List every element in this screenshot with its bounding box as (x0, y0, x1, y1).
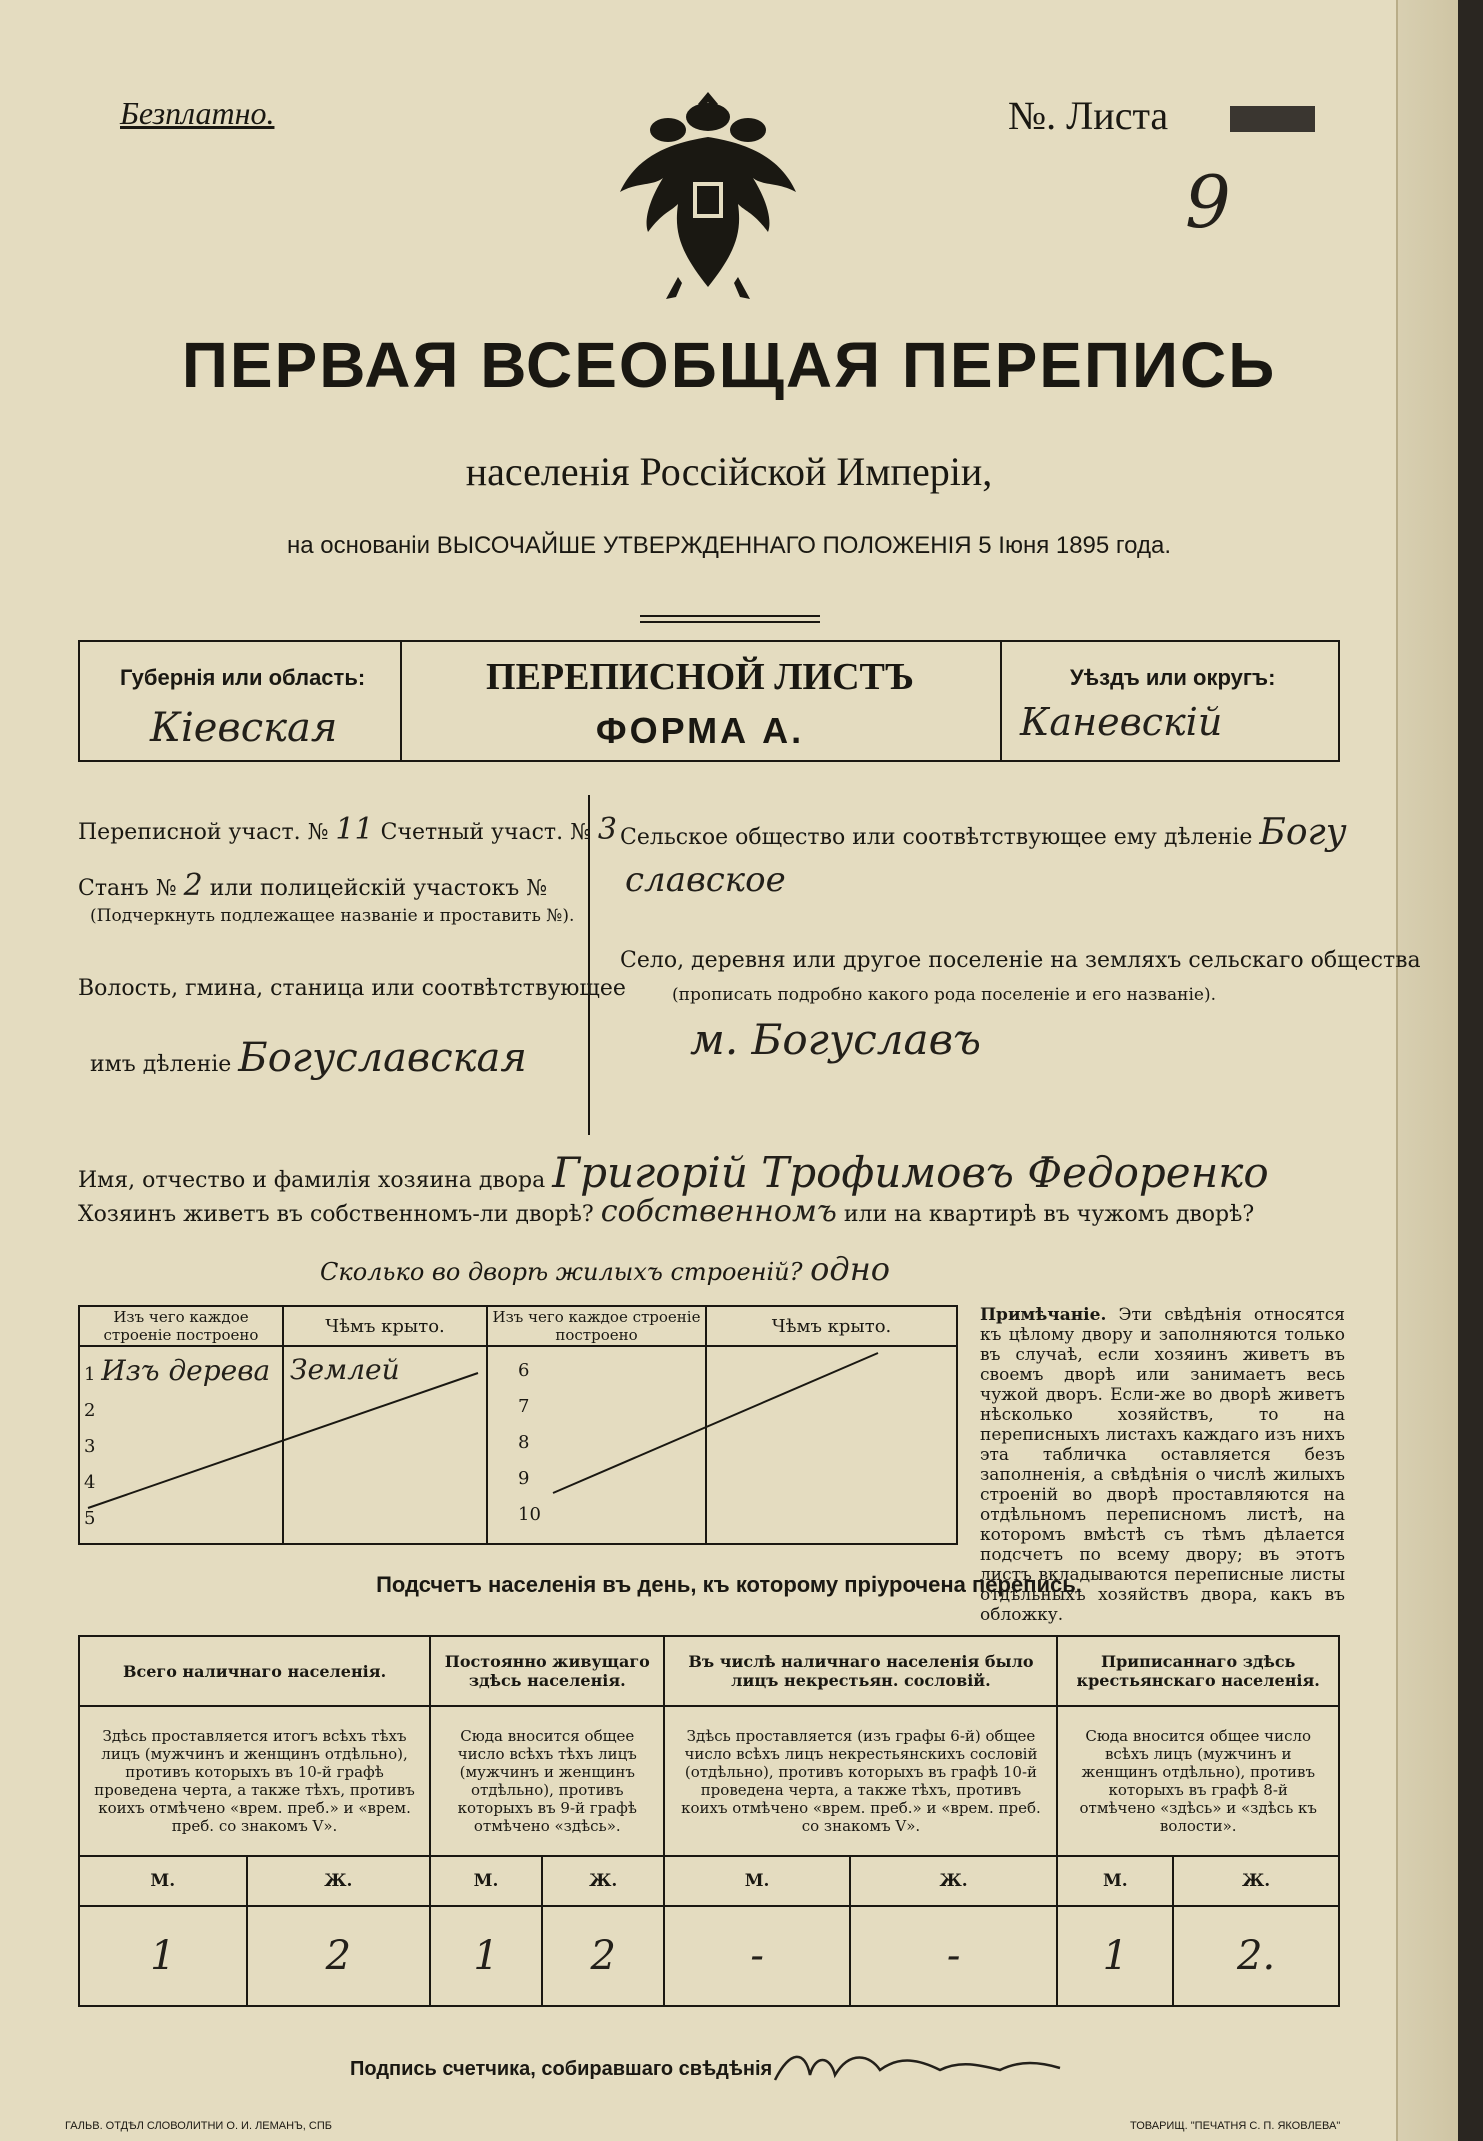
buildings-count-field: Сколько во дворѣ жилыхъ строеній? одно (320, 1250, 891, 1288)
census-subtitle: населенія Россійской Имперіи, (465, 449, 993, 494)
pop-desc-1: Здѣсь проставляется итогъ всѣхъ тѣхъ лицъ (мужчинъ и женщинъ отдѣльно), противъ которыхъ въ 10-й графѣ проведена черта, а также тѣхъ, противъ коихъ отмѣчено «врем. преб.» и «врем. преб. со знакомъ V». (79, 1706, 430, 1856)
buildings-col-material-2: Изъ чего каждое строеніе построено (487, 1306, 706, 1346)
stan-field: Станъ № 2 или полицейскій участокъ № (78, 868, 548, 903)
sheet-number-label: №. Листа (1008, 93, 1169, 138)
residence-field: Хозяинъ живетъ въ собственномъ-ли дворѣ? собственномъ или на квартирѣ въ чужомъ дворѣ? (78, 1194, 1255, 1229)
pop-value-registered-f: 2. (1173, 1906, 1339, 2006)
population-table (78, 1635, 1340, 2007)
settlement-note: (прописать подробно какого рода поселеніе и его названіе). (672, 985, 1216, 1005)
pop-desc-4: Сюда вносится общее число всѣхъ лицъ (мужчинъ и женщинъ отдѣльно), противъ которыхъ въ графѣ 8-й отмѣчено «здѣсь» и «здѣсь къ волости». (1057, 1706, 1339, 1856)
struck-out-number (1230, 106, 1315, 132)
enumerator-signature (770, 2040, 1070, 2090)
settlement-value: м. Богуславъ (690, 1015, 982, 1064)
province-label: Губернія или область: (120, 665, 366, 690)
pop-value-nonpeasant-f: - (850, 1906, 1058, 2006)
sheet-number-value: 9 (1185, 160, 1231, 244)
imperial-eagle-emblem (608, 82, 808, 312)
population-count-title: Подсчетъ населенія въ день, къ которому пріурочена перепись. (376, 1572, 1082, 1597)
census-basis: на основаніи ВЫСОЧАЙШЕ УТВЕРЖДЕННАГО ПОЛОЖЕНІЯ 5 Іюня 1895 года. (286, 532, 1171, 559)
pop-desc-3: Здѣсь проставляется (изъ графы 6-й) общее число всѣхъ лицъ некрестьянскихъ сословій (отдѣльно), противъ которыхъ въ графѣ 10-й проведена черта, а также тѣхъ, противъ коихъ отмѣчено «врем. преб.» и «врем. преб. со знакомъ V». (664, 1706, 1057, 1856)
pop-value-registered-m: 1 (1057, 1906, 1173, 2006)
form-letter: ФОРМА А. (595, 710, 805, 751)
district-label: Уѣздъ или округъ: (1070, 665, 1276, 690)
pop-col-f-1: Ж. (247, 1856, 430, 1906)
printer-right: ТОВАРИЩ. "ПЕЧАТНЯ С. П. ЯКОВЛЕВА" (1130, 2120, 1341, 2132)
village-society-field: Сельское общество или соотвѣтствующее ему дѣленіе Богу (620, 812, 1347, 853)
settlement-label: Село, деревня или другое поселеніе на земляхъ сельскаго общества (620, 948, 1421, 973)
pop-col-m-3: М. (664, 1856, 849, 1906)
buildings-col-roof-2: Чѣмъ крыто. (706, 1306, 957, 1346)
pop-col-f-3: Ж. (850, 1856, 1058, 1906)
ornament-divider (640, 615, 820, 623)
printer-left: ГАЛЬВ. ОТДѢЛ СЛОВОЛИТНИ О. И. ЛЕМАНЪ, СПБ (65, 2120, 332, 2132)
pop-col-m-2: М. (430, 1856, 542, 1906)
buildings-rows-1-5: 1 Изъ дерева 2 3 4 5 (79, 1346, 283, 1544)
pop-header-2: Постоянно живущаго здѣсь населенія. (430, 1636, 664, 1706)
buildings-col-roof: Чѣмъ крыто. (283, 1306, 487, 1346)
buildings-rows-6-10: 6 7 8 9 10 (487, 1346, 706, 1544)
pop-value-resident-f: 2 (542, 1906, 664, 2006)
pop-header-4: Приписаннаго здѣсь крестьянскаго населенія. (1057, 1636, 1339, 1706)
pop-col-m-1: М. (79, 1856, 247, 1906)
pop-header-3: Въ числѣ наличнаго населенія было лицъ некрестьян. сословій. (664, 1636, 1057, 1706)
owner-name-field: Имя, отчество и фамилія хозяина двора Григорій Трофимовъ Федоренко (78, 1148, 1269, 1197)
signature-label: Подпись счетчика, собиравшаго свѣдѣнія (350, 2058, 773, 2080)
province-value: Кіевская (150, 705, 338, 751)
pop-value-present-m: 1 (79, 1906, 247, 2006)
form-title: ПЕРЕПИСНОЙ ЛИСТЪ (486, 656, 914, 698)
pop-col-m-4: М. (1057, 1856, 1173, 1906)
pop-col-f-2: Ж. (542, 1856, 664, 1906)
pop-desc-2: Сюда вносится общее число всѣхъ тѣхъ лицъ (мужчинъ и женщинъ отдѣльно), противъ которыхъ въ 9-й графѣ отмѣчено «здѣсь». (430, 1706, 664, 1856)
census-section-field: Переписной участ. № 11 Счетный участ. № 3 (78, 812, 618, 847)
volost-field: имъ дѣленіе Богуславская (90, 1035, 527, 1081)
buildings-col-material: Изъ чего каждое строеніе построено (79, 1306, 283, 1346)
strike-through-lines (78, 1343, 958, 1515)
pop-value-nonpeasant-m: - (664, 1906, 849, 2006)
census-title: ПЕРВАЯ ВСЕОБЩАЯ ПЕРЕПИСЬ (181, 329, 1277, 401)
pop-col-f-4: Ж. (1173, 1856, 1339, 1906)
pop-value-present-f: 2 (247, 1906, 430, 2006)
district-value: Каневскій (1020, 700, 1223, 744)
village-society-value-continued: славское (625, 860, 786, 900)
rule-top (78, 640, 1340, 642)
buildings-note: Примѣчаніе. Эти свѣдѣнія относятся къ цѣлому двору и заполняются только въ случаѣ, если хозяинъ живетъ въ своемъ дворѣ или занимаетъ весь чужой дворъ. Если-же во дворѣ живетъ нѣсколько хозяйствъ, то на переписныхъ листахъ каждаго изъ нихъ эта табличка оставляется безъ заполненія, а свѣдѣнія о числѣ жилыхъ строеній во дворѣ проставляются на отдѣльномъ переписномъ листѣ, на которомъ вмѣстѣ съ тѣмъ дѣлается подсчетъ по всему двору; въ этотъ листъ вкладываются переписные листы отдѣльныхъ хозяйствъ двора, какъ въ обложку. (980, 1305, 1345, 1625)
pop-header-1: Всего наличнаго населенія. (79, 1636, 430, 1706)
free-label: Безплатно. (120, 95, 275, 131)
stan-note: (Подчеркнуть подлежащее названіе и проставить №). (90, 906, 575, 926)
page-edge (1396, 0, 1458, 2141)
pop-value-resident-m: 1 (430, 1906, 542, 2006)
building-1-roof: Землей (290, 1353, 400, 1386)
volost-label: Волость, гмина, станица или соотвѣтствующее (78, 976, 626, 1001)
